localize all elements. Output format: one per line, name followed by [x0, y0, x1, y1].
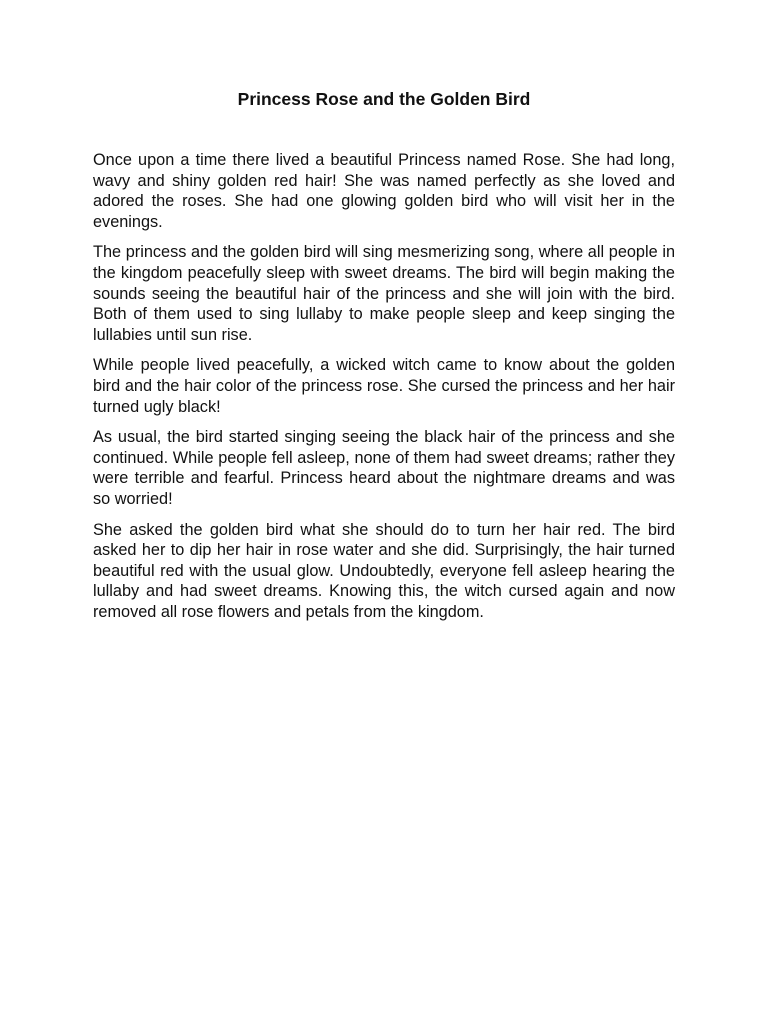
story-body	[93, 150, 675, 632]
story-title: Princess Rose and the Golden Bird	[237, 89, 531, 109]
paragraph-5: She asked the golden bird what she should do to turn her hair red. The bird asked her to dip her hair in rose water and she did. Surprisingly, the hair turned beautiful red with the usual glow. Undoubtedly, everyone fell asleep hearing the lullaby and had sweet dreams. Knowing this, the witch cursed again and now removed all rose flowers and petals from the kingdom.	[93, 520, 675, 621]
paragraph-4: As usual, the bird started singing seeing the black hair of the princess and she continued. While people fell asleep, none of them had sweet dreams; rather they were terrible and fearful. Princess heard about the nightmare dreams and was so worried!	[93, 428, 675, 508]
paragraph-2: The princess and the golden bird will sing mesmerizing song, where all people in the kingdom peacefully sleep with sweet dreams. The bird will begin making the sounds seeing the beautiful hair of the princess and she will join with the bird. Both of them used to sing lullaby to make people sleep and keep singing the lullabies until sun rise.	[93, 243, 675, 344]
paragraph-1: Once upon a time there lived a beautiful Princess named Rose. She had long, wavy and shiny golden red hair! She was named perfectly as she loved and adored the roses. She had one glowing golden bird who will visit her in the evenings.	[93, 151, 675, 231]
paragraph-3: While people lived peacefully, a wicked witch came to know about the golden bird and the hair color of the princess rose. She cursed the princess and her hair turned ugly black!	[93, 356, 675, 416]
